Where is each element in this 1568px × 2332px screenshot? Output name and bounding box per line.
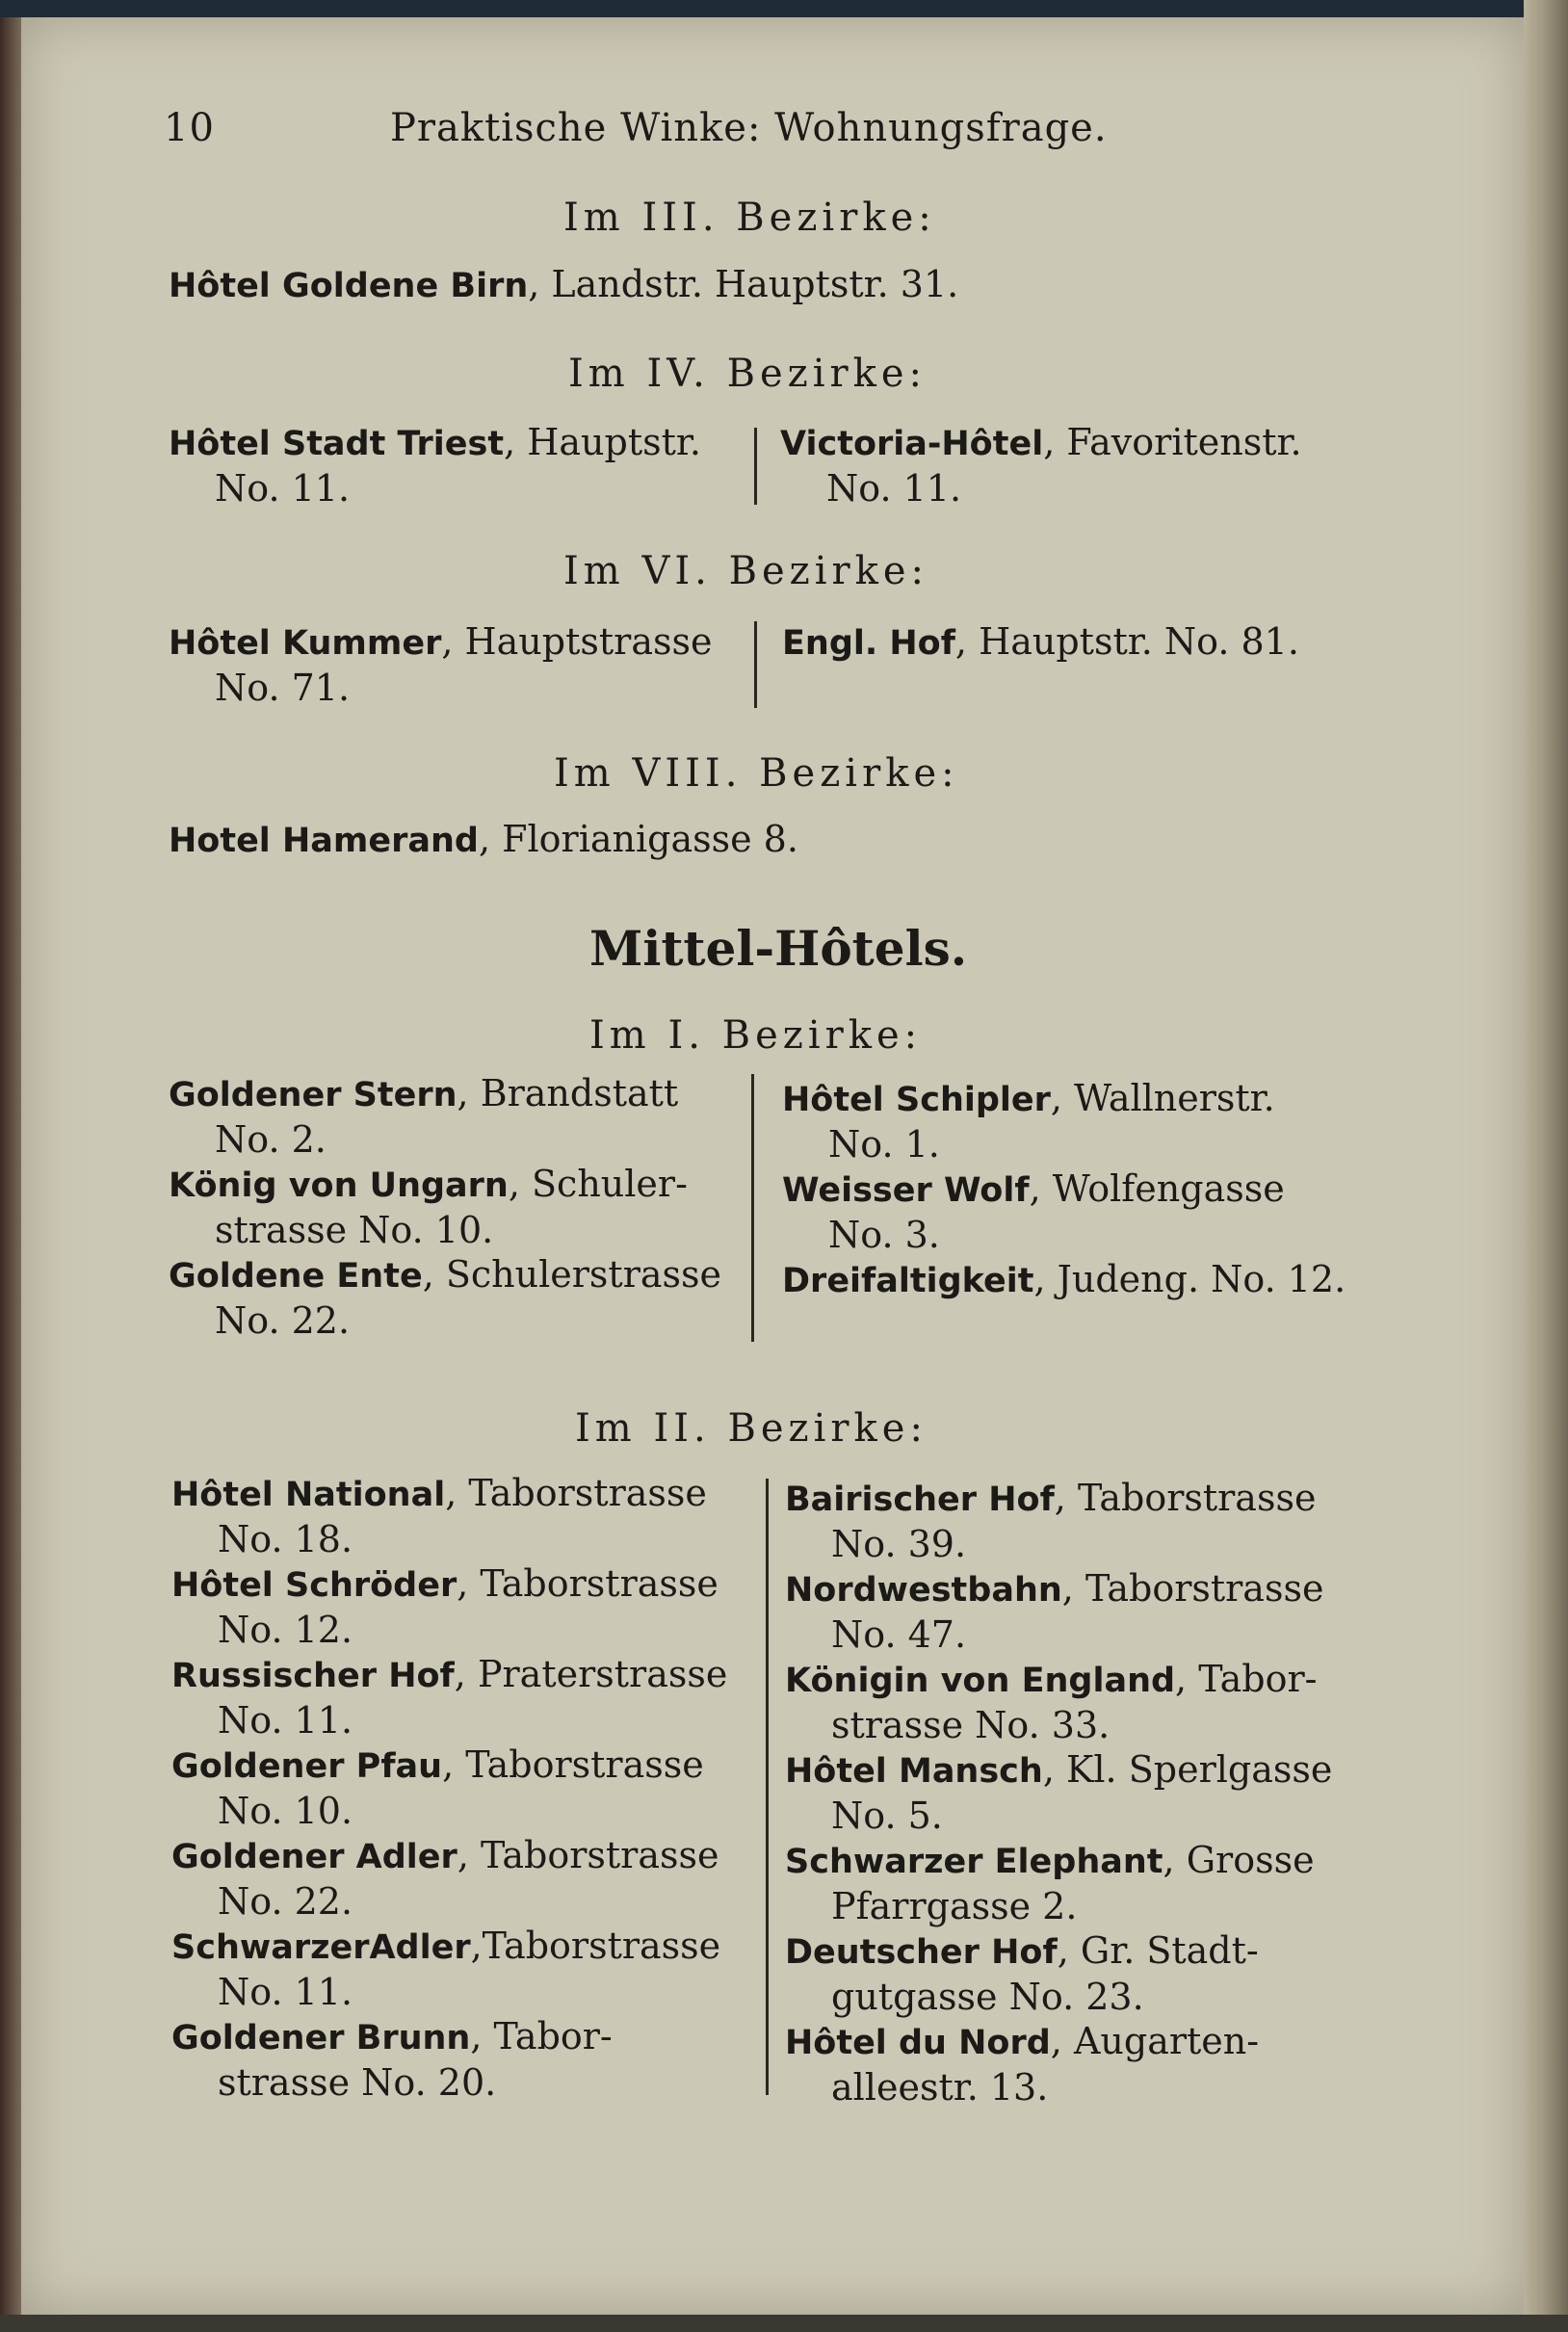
scan-border-bottom	[0, 2315, 1568, 2332]
page-number: 10	[164, 106, 215, 150]
hotel-name: Hotel Hamerand	[169, 822, 479, 860]
hotel-entry: Hôtel Mansch, Kl. Sperlgasse No. 5.	[785, 1748, 1333, 1837]
list-column-right-bezirk2	[785, 1476, 1332, 2109]
hotel-entry: SchwarzerAdler,Taborstrasse No. 11.	[171, 1925, 721, 2013]
hotel-name: Hôtel du Nord	[785, 2024, 1051, 2062]
list-column-left-bezirk2	[171, 1471, 727, 2105]
list-column-right-bezirk1	[782, 1076, 1346, 1303]
hotel-entry: Deutscher Hof, Gr. Stadt- gutgasse No. 23.	[785, 1929, 1259, 2018]
book-spine-left	[0, 0, 21, 2332]
hotel-address: , Landstr. Hauptstr. 31.	[528, 263, 959, 305]
district-heading-4: Im IV. Bezirke:	[568, 352, 928, 396]
hotel-entry: Goldener Pfau, Taborstrasse No. 10.	[171, 1743, 704, 1832]
hotel-entry: Goldene Ente, Schulerstrasse No. 22.	[169, 1253, 722, 1342]
hotel-address: , Favoritenstr.	[1043, 421, 1302, 463]
hotel-entry: Königin von England, Tabor- strasse No. 33.	[785, 1658, 1318, 1746]
hotel-entry-kummer	[169, 619, 712, 710]
hotel-address: , Hauptstr. No. 81.	[954, 620, 1299, 663]
hotel-name: Hôtel Schröder	[171, 1566, 457, 1605]
column-divider	[754, 621, 757, 708]
hotel-name: Weisser Wolf	[782, 1171, 1030, 1210]
hotel-name: SchwarzerAdler	[171, 1928, 471, 1967]
hotel-address-cont: No. 11.	[215, 467, 351, 510]
hotel-address-cont: No. 71.	[215, 667, 351, 709]
hotel-address-cont: No. 11.	[826, 467, 962, 510]
hotel-name: Goldener Stern	[169, 1076, 457, 1114]
hotel-address: , Hauptstr.	[504, 421, 701, 463]
hotel-name: Goldene Ente	[169, 1257, 423, 1296]
hotel-name: Königin von England	[785, 1662, 1176, 1700]
hotel-entry: Hôtel Schröder, Taborstrasse No. 12.	[171, 1562, 719, 1651]
hotel-entry: Russischer Hof, Praterstrasse No. 11.	[171, 1653, 728, 1742]
hotel-address: , Florianigasse 8.	[478, 818, 798, 860]
hotel-name: Russischer Hof	[171, 1657, 455, 1695]
hotel-name: Nordwestbahn	[785, 1571, 1062, 1610]
hotel-name: Hôtel Schipler	[782, 1081, 1051, 1119]
hotel-name: Bairischer Hof	[785, 1480, 1055, 1519]
hotel-name: Hôtel Stadt Triest	[169, 425, 505, 463]
column-divider	[754, 428, 757, 505]
hotel-name: Schwarzer Elephant	[785, 1843, 1163, 1881]
hotel-entry-engl-hof	[782, 619, 1299, 666]
district-heading-8: Im VIII. Bezirke:	[554, 751, 959, 796]
district-heading-2: Im II. Bezirke:	[575, 1406, 928, 1451]
hotel-name: Hôtel Mansch	[785, 1752, 1043, 1791]
list-column-left-bezirk1	[169, 1071, 721, 1343]
hotel-entry: Bairischer Hof, Taborstrasse No. 39.	[785, 1477, 1317, 1565]
hotel-entry-victoria	[780, 420, 1302, 511]
hotel-name: Goldener Pfau	[171, 1747, 443, 1786]
hotel-name: Victoria-Hôtel	[780, 425, 1044, 463]
hotel-name: Deutscher Hof	[785, 1933, 1058, 1972]
district-heading-3: Im III. Bezirke:	[563, 196, 936, 240]
hotel-entry: Dreifaltigkeit, Judeng. No. 12.	[782, 1258, 1346, 1300]
hotel-entry-stadt-triest	[169, 420, 701, 511]
hotel-address: , Hauptstrasse	[441, 620, 713, 663]
scan-border-top	[0, 0, 1568, 17]
hotel-entry: König von Ungarn, Schuler- strasse No. 10.	[169, 1163, 688, 1251]
hotel-name: Dreifaltigkeit	[782, 1262, 1034, 1300]
hotel-entry: Goldener Brunn, Tabor- strasse No. 20.	[171, 2015, 613, 2104]
page-edge-right	[1524, 0, 1568, 2332]
hotel-entry: Hôtel Schipler, Wallnerstr. No. 1.	[782, 1077, 1275, 1166]
hotel-entry: Schwarzer Elephant, Grosse Pfarrgasse 2.	[785, 1839, 1315, 1927]
hotel-name: Hôtel Goldene Birn	[169, 267, 529, 305]
hotel-name: Hôtel National	[171, 1476, 446, 1514]
hotel-entry: Nordwestbahn, Taborstrasse No. 47.	[785, 1567, 1324, 1656]
hotel-entry-goldene-birn	[169, 262, 958, 308]
hotel-name: König von Ungarn	[169, 1166, 509, 1205]
hotel-name: Hôtel Kummer	[169, 624, 442, 663]
section-title-mittel-hotels: Mittel-Hôtels.	[589, 920, 968, 977]
hotel-entry: Hôtel du Nord, Augarten- alleestr. 13.	[785, 2020, 1260, 2109]
district-heading-6: Im VI. Bezirke:	[563, 549, 929, 593]
column-divider	[751, 1074, 754, 1342]
hotel-entry: Hôtel National, Taborstrasse No. 18.	[171, 1472, 707, 1560]
hotel-entry: Goldener Adler, Taborstrasse No. 22.	[171, 1834, 719, 1923]
district-heading-1: Im I. Bezirke:	[589, 1013, 923, 1058]
running-title: Praktische Winke: Wohnungsfrage.	[390, 106, 1108, 150]
column-divider	[766, 1479, 769, 2095]
hotel-entry: Weisser Wolf, Wolfengasse No. 3.	[782, 1167, 1285, 1256]
hotel-name: Goldener Adler	[171, 1838, 457, 1876]
hotel-entry-hamerand	[169, 817, 798, 863]
hotel-name: Goldener Brunn	[171, 2019, 471, 2057]
hotel-entry: Goldener Stern, Brandstatt No. 2.	[169, 1072, 679, 1161]
hotel-name: Engl. Hof	[782, 624, 955, 663]
